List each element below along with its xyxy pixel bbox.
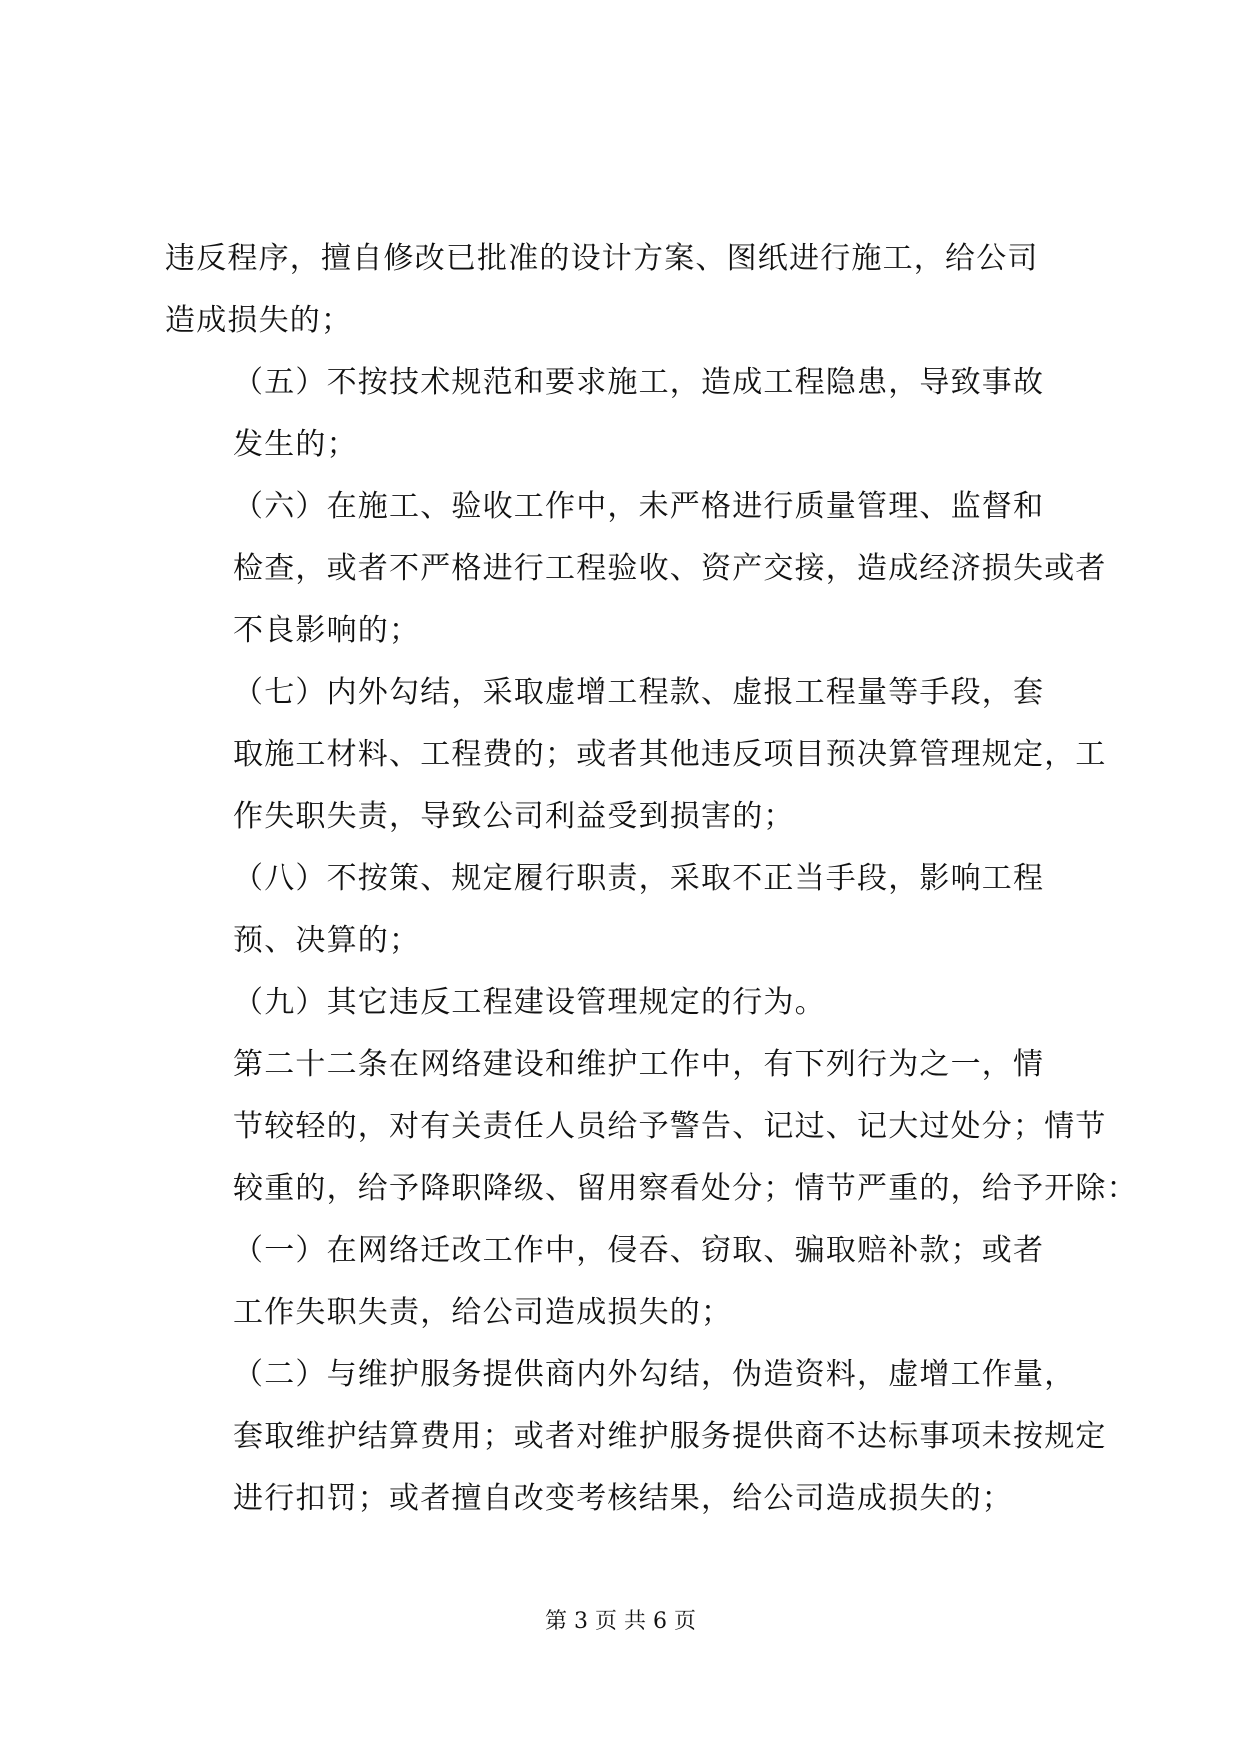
text-line: 作失职失责，导致公司利益受到损害的；	[233, 799, 795, 834]
text-line: （一）在网络迁改工作中，侵吞、窃取、骗取赔补款；或者	[233, 1233, 1045, 1268]
text-line: 套取维护结算费用；或者对维护服务提供商不达标事项未按规定	[233, 1419, 1107, 1454]
text-line: （六）在施工、验收工作中，未严格进行质量管理、监督和	[233, 489, 1045, 524]
paragraph	[165, 1034, 1138, 1220]
text-line: 进行扣罚；或者擅自改变考核结果，给公司造成损失的；	[233, 1481, 1013, 1516]
paragraph	[165, 972, 1085, 1034]
text-line: （七）内外勾结，采取虚增工程款、虚报工程量等手段，套	[233, 675, 1045, 710]
paragraph	[165, 1220, 1085, 1344]
text-line: 预、决算的；	[233, 923, 421, 958]
text-line: （二）与维护服务提供商内外勾结，伪造资料，虚增工作量，	[233, 1357, 1076, 1392]
paragraph	[165, 1344, 1107, 1530]
text-line: 发生的；	[233, 427, 358, 462]
paragraph	[165, 476, 1107, 662]
text-line: 取施工材料、工程费的；或者其他违反项目预决算管理规定，工	[233, 737, 1107, 772]
paragraph	[165, 848, 1085, 972]
text-line: （五）不按技术规范和要求施工，造成工程隐患，导致事故	[233, 365, 1045, 400]
paragraph	[165, 228, 1085, 352]
text-line: （九）其它违反工程建设管理规定的行为。	[233, 985, 826, 1020]
paragraph	[165, 662, 1107, 848]
text-line: 节较轻的，对有关责任人员给予警告、记过、记大过处分；情节	[233, 1109, 1107, 1144]
page-footer: 第 3 页 共 6 页	[545, 1609, 696, 1634]
text-line: 较重的，给予降职降级、留用察看处分；情节严重的，给予开除：	[233, 1171, 1138, 1206]
text-line: （八）不按策、规定履行职责，采取不正当手段，影响工程	[233, 861, 1045, 896]
text-line: 检查，或者不严格进行工程验收、资产交接，造成经济损失或者	[233, 551, 1107, 586]
text-line: 违反程序，擅自修改已批准的设计方案、图纸进行施工，给公司	[165, 241, 1039, 276]
text-line: 第二十二条在网络建设和维护工作中，有下列行为之一，情	[233, 1047, 1045, 1082]
paragraph	[165, 352, 1085, 476]
text-line: 不良影响的；	[233, 613, 421, 648]
text-line: 工作失职失责，给公司造成损失的；	[233, 1295, 733, 1330]
document-body	[165, 228, 1138, 1530]
text-line: 造成损失的；	[165, 303, 353, 338]
